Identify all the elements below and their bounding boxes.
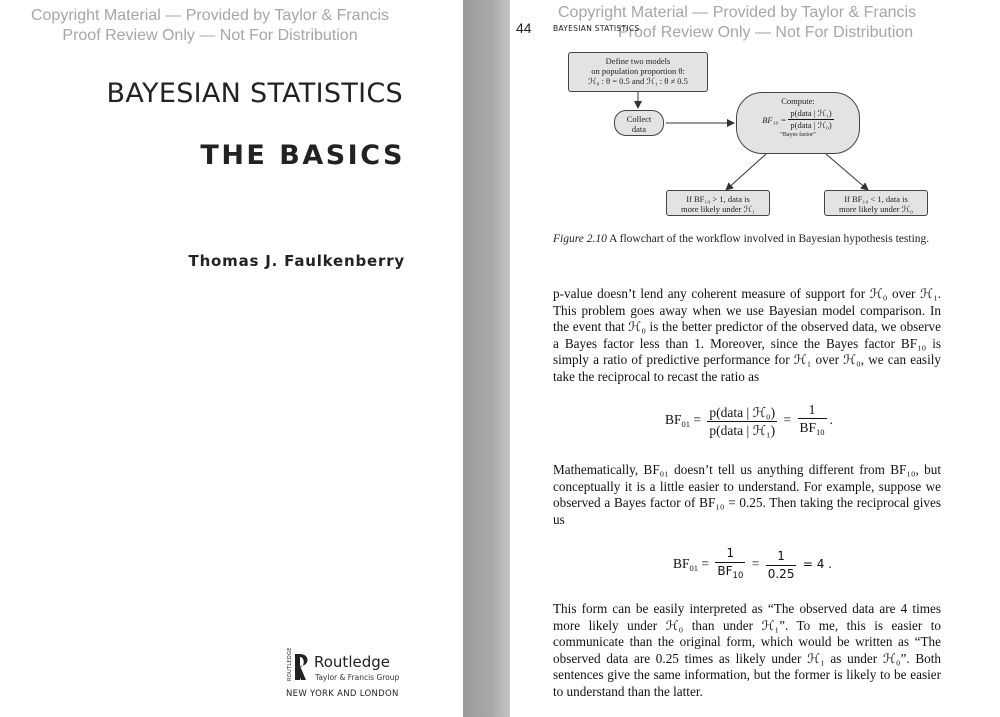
- book-gutter: [463, 0, 510, 717]
- flowchart-collect-box: [614, 110, 664, 136]
- eq2-numerator-1: 1: [726, 546, 735, 560]
- outcome-gt-line1: If BF₁₀ > 1, data is: [686, 194, 750, 204]
- watermark-proof-notice: Proof Review Only — Not For Distribution: [62, 27, 358, 44]
- figure-caption-text: A flowchart of the workflow involved in Bayesian hypothesis testing.: [606, 233, 930, 245]
- eq2-equals-2: =: [751, 556, 760, 572]
- publisher-city: NEW YORK AND LONDON: [286, 689, 399, 699]
- bayes-factor-flowchart: [510, 44, 1000, 224]
- publisher-name: Routledge: [314, 653, 390, 671]
- figure-caption: [553, 232, 941, 246]
- publisher-group: Taylor & Francis Group: [315, 673, 400, 682]
- flowchart-define-box: [568, 52, 708, 92]
- compute-formula: [737, 108, 859, 131]
- define-line2: on population proportion θ:: [591, 66, 685, 76]
- body-paragraph-2: Mathematically, BF₀₁ doesn’t tell us anything different from BF₁₀, but conceptually it is a little easier to understand. For example, suppose we observed a Bayes factor of BF₁₀ = 0.25. Then taking the reciprocal gives us: [553, 462, 941, 527]
- equation-bf01-reciprocal: [673, 545, 832, 585]
- book-author: Thomas J. Faulkenberry: [188, 252, 405, 270]
- outcome-gt-line2: more likely under ℋ₁: [681, 204, 755, 214]
- flowchart-compute-box: [736, 92, 860, 154]
- eq2-numerator-2: 1: [777, 548, 785, 563]
- compute-title: Compute:: [781, 96, 815, 106]
- book-subtitle: THE BASICS: [200, 140, 405, 171]
- equation-bf01-ratio: [665, 401, 833, 441]
- arrow-compute-to-gt: [726, 154, 766, 190]
- watermark-proof-notice: Proof Review Only — Not For Distribution: [618, 24, 914, 41]
- eq2-lhs: BF: [673, 556, 690, 572]
- eq1-denominator-2-sub: 10: [816, 427, 825, 437]
- compute-bf-label: BF₁₀ =: [762, 114, 787, 125]
- figure-label: Figure 2.10: [553, 233, 607, 245]
- publisher-logo-text: ROUTLEDGE: [287, 647, 293, 681]
- define-models: ℋ₀ : θ = 0.5 and ℋ₁ : θ ≠ 0.5: [588, 76, 688, 86]
- publisher-imprint: [284, 647, 414, 703]
- left-page-title-page: [0, 0, 463, 717]
- eq1-lhs: BF: [665, 412, 682, 428]
- compute-denominator: p(data | ℋ₀): [790, 120, 832, 130]
- right-page-content: [510, 0, 1000, 717]
- arrow-compute-to-lt: [826, 154, 868, 190]
- body-paragraph-3: This form can be easily interpreted as “The observed data are 4 times more likely under ℋ₀ than under ℋ₁”. To me, this is easier to communicate than the original form, which would be written as “The observed data are 0.25 times as likely under ℋ₁ as under ℋ₀”. Both sentences give the same information, but the former is likely to be easier to understand than the latter.: [553, 601, 941, 699]
- flowchart-outcome-gt-box: [666, 190, 770, 216]
- outcome-lt-line2: more likely under ℋ₀: [839, 204, 913, 214]
- running-head: BAYESIAN STATISTICS: [553, 24, 640, 33]
- eq1-lhs-sub: 01: [681, 419, 691, 430]
- eq2-denominator-1-sub: 10: [732, 571, 744, 581]
- eq1-equals-2: =: [783, 412, 792, 428]
- eq2-denominator-2: 0.25: [767, 566, 795, 581]
- eq1-denominator: p(data | ℋ₁): [709, 422, 776, 438]
- eq2-denominator-1: BF: [717, 564, 733, 578]
- define-line1: Define two models: [605, 56, 671, 66]
- flowchart-outcome-lt-box: [824, 190, 928, 216]
- watermark-copyright: Copyright Material — Provided by Taylor & Francis: [558, 4, 917, 21]
- compute-numerator: p(data | ℋ₁): [790, 108, 832, 118]
- eq1-denominator-2: BF: [799, 420, 817, 435]
- eq1-equals: =: [693, 412, 702, 428]
- page-number: 44: [516, 20, 532, 36]
- eq1-numerator: p(data | ℋ₀): [709, 404, 776, 420]
- book-title: BAYESIAN STATISTICS: [106, 78, 403, 109]
- collect-line2: data: [631, 124, 647, 134]
- eq2-result: = 4 .: [802, 557, 832, 572]
- eq1-numerator-2: 1: [808, 402, 816, 417]
- collect-line1: Collect: [626, 114, 652, 124]
- outcome-lt-line1: If BF₁₀ < 1, data is: [844, 194, 908, 204]
- watermark-copyright: Copyright Material — Provided by Taylor & Francis: [30, 7, 390, 24]
- body-paragraph-1: p-value doesn’t lend any coherent measure of support for ℋ₀ over ℋ₁. This problem goes away when we use Bayesian model comparison. In the event that ℋ₀ is the better predictor of the observed data, we observe a Bayes factor less than 1. Moreover, since the Bayes factor BF₁₀ is simply a ratio of predictive performance for ℋ₁ over ℋ₀, we can easily take the reciprocal to recast the ratio as: [553, 286, 941, 384]
- compute-note: “Bayes factor”: [780, 132, 816, 138]
- eq1-period: .: [829, 412, 833, 428]
- eq2-equals: =: [701, 556, 710, 572]
- eq2-lhs-sub: 01: [689, 563, 699, 574]
